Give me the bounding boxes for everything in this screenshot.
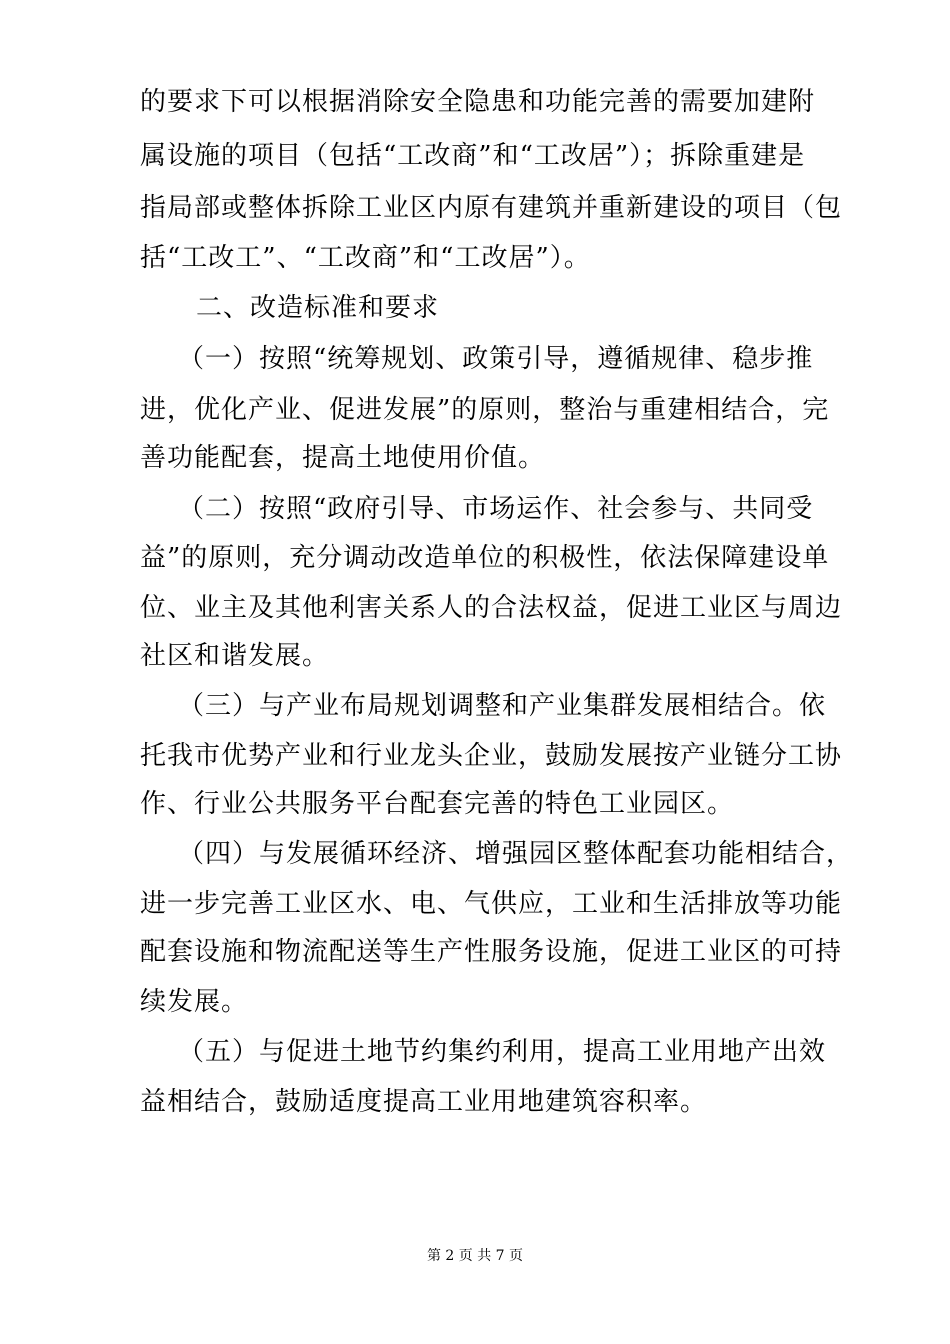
text-line: 托我市优势产业和行业龙头企业，鼓励发展按产业链分工协 xyxy=(140,741,843,771)
paragraph-first-line: （四）与发展循环经济、增强园区整体配套功能相结合， xyxy=(178,839,854,869)
page-number-footer: 第 2 页 共 7 页 xyxy=(426,1248,524,1264)
text-line: 进一步完善工业区水、电、气供应，工业和生活排放等功能 xyxy=(140,889,843,919)
text-line: 位、业主及其他利害关系人的合法权益，促进工业区与周边 xyxy=(140,593,843,623)
paragraph-first-line: （五）与促进土地节约集约利用，提高工业用地产出效 xyxy=(178,1037,827,1067)
text-line: 括“工改工”、“工改商”和“工改居”）。 xyxy=(140,243,591,273)
paragraph-first-line: （三）与产业布局规划调整和产业集群发展相结合。依 xyxy=(178,691,827,721)
paragraph-first-line: （一）按照“统筹规划、政策引导，遵循规律、稳步推 xyxy=(178,344,814,374)
text-line: 社区和谐发展。 xyxy=(140,641,330,671)
text-line: 益相结合，鼓励适度提高工业用地建筑容积率。 xyxy=(140,1087,708,1117)
text-line: 配套设施和物流配送等生产性服务设施，促进工业区的可持 xyxy=(140,937,843,967)
section-heading: 二、改造标准和要求 xyxy=(196,293,440,323)
text-line: 指局部或整体拆除工业区内原有建筑并重新建设的项目（包 xyxy=(140,193,843,223)
text-line: 作、行业公共服务平台配套完善的特色工业园区。 xyxy=(140,789,735,819)
text-line: 益”的原则，充分调动改造单位的积极性，依法保障建设单 xyxy=(140,543,830,573)
text-line: 的要求下可以根据消除安全隐患和功能完善的需要加建附 xyxy=(140,87,816,117)
text-line: 善功能配套，提高土地使用价值。 xyxy=(140,443,546,473)
text-line: 续发展。 xyxy=(140,987,249,1017)
text-line: 属设施的项目（包括“工改商”和“工改居”）；拆除重建是 xyxy=(140,141,806,171)
paragraph-first-line: （二）按照“政府引导、市场运作、社会参与、共同受 xyxy=(178,494,814,524)
text-line: 进，优化产业、促进发展”的原则，整治与重建相结合，完 xyxy=(140,395,830,425)
